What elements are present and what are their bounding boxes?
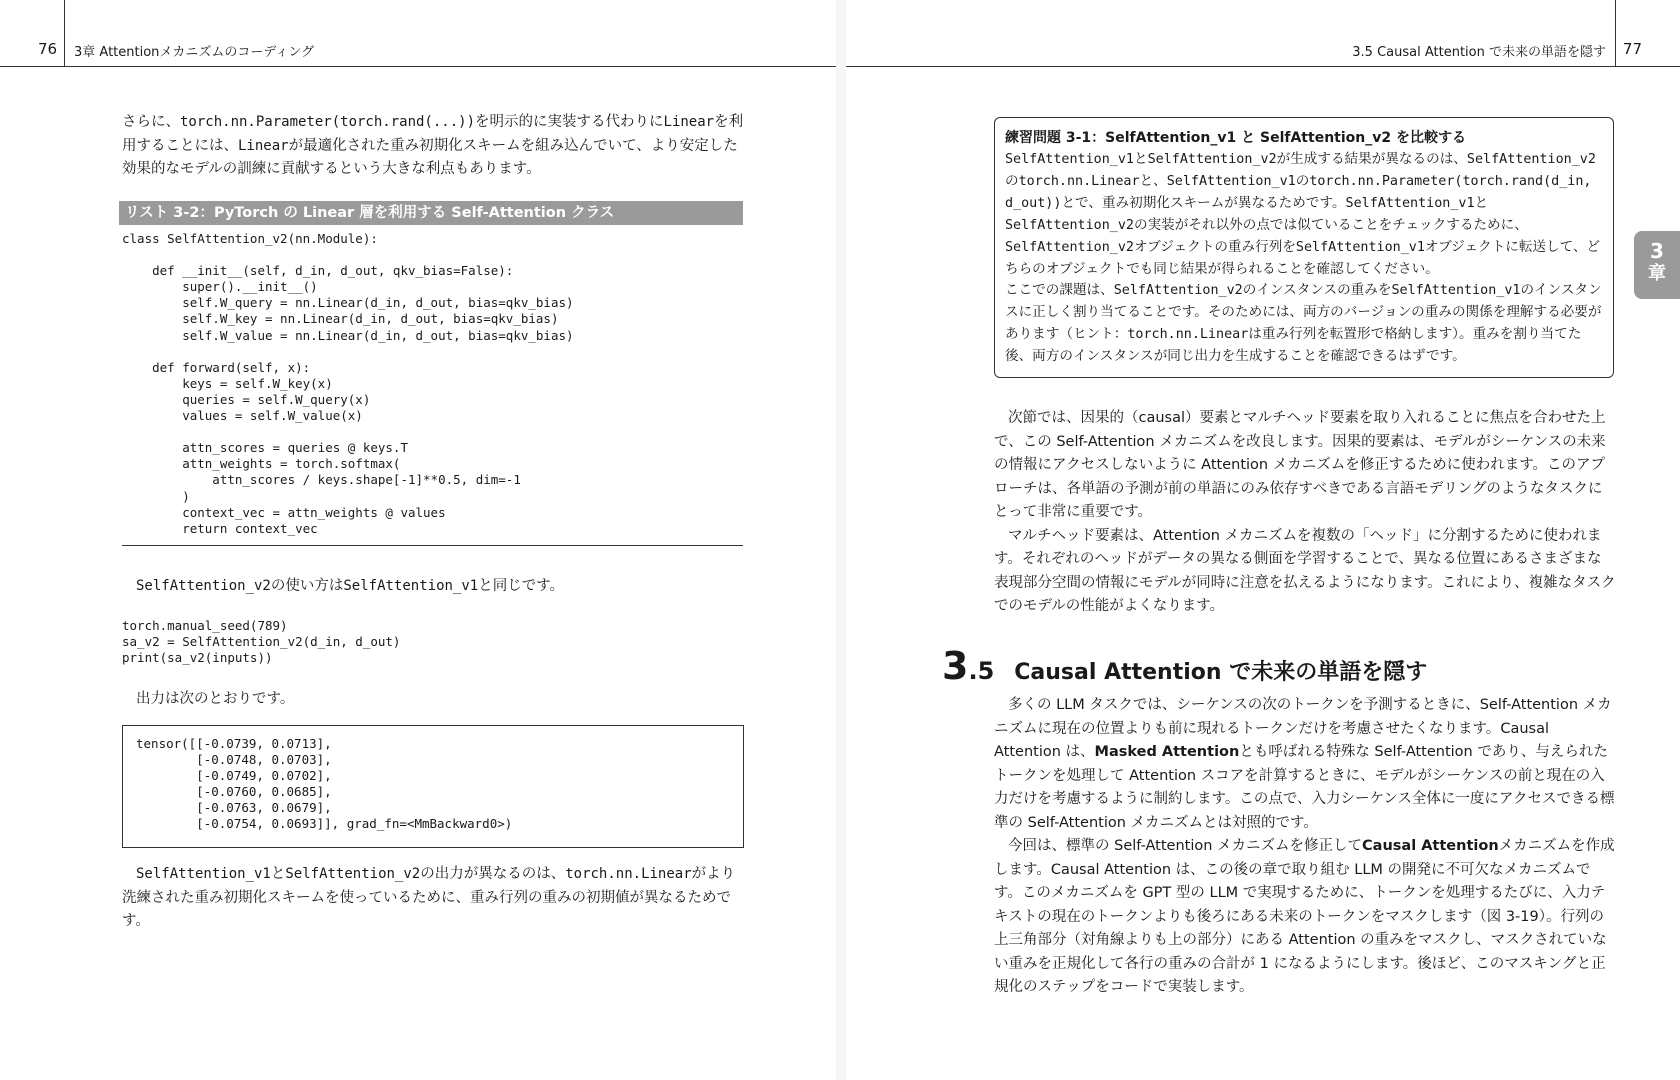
inline-code: SelfAttention_v1 [343, 578, 479, 594]
text-run: と [1474, 194, 1489, 211]
inline-code: SelfAttention_v1 [1295, 239, 1425, 255]
header-divider [64, 0, 65, 66]
exercise-paragraph-1 [1005, 149, 1603, 280]
text-run: 次節では、因果的（causal）要素とマルチヘッド要素を取り入れることに焦点を合わせた上で、この Self-Attention メカニズムを改良します。因果的要素は、モデルがシーケンスの未来の情報にアクセスしないように Attention メカニズムを修正するために使われます。このアプローチは、各単語の予測が前の単語にのみ依存すべきである言語モデリングのようなタスクにとって非常に重要です。 [994, 410, 1606, 520]
chapter-thumb-tab [1634, 231, 1680, 299]
text-run: の [1005, 172, 1019, 189]
text-run: さらに、 [122, 114, 180, 130]
text-run: を利用することには、 [122, 114, 744, 154]
section-heading [942, 644, 1427, 688]
bold-term: Causal Attention [1362, 838, 1499, 854]
page-number-left: 76 [38, 40, 58, 58]
text-run: の実装がそれ以外の点では似ていることをチェックするために、 [1134, 216, 1528, 233]
inline-code: SelfAttention_v1 [1166, 173, 1296, 189]
inline-code: torch.nn.Parameter(torch.rand(...)) [180, 114, 476, 130]
text-run: ここでの課題は、 [1005, 282, 1114, 299]
chapter-tab-label: 章 [1648, 263, 1666, 284]
inline-code: SelfAttention_v2 [136, 578, 271, 594]
intro-paragraph [122, 111, 744, 182]
section-body [994, 694, 1616, 1000]
exercise-paragraph-2 [1005, 280, 1603, 368]
implement-paragraph [994, 835, 1616, 1000]
text-run: のインスタンスの重みを [1242, 282, 1392, 299]
bold-term: Masked Attention [1094, 744, 1240, 760]
listing-code: class SelfAttention_v2(nn.Module): def __init__(self, d_in, d_out, qkv_bias=False): super().__init__() self.W_query = nn.Linear(d_in, d_out, bias=qkv_bias) self.W_key = nn.Linear(d_in, d_out, bias=qkv_bias) self.W_value = nn.Linear(d_in, d_out, bias=qkv_bias) def forward(self, x): keys = self.W_key(x) queries = self.W_query(x) values = self.W_value(x) attn_scores = queries @ keys.T attn_weights = torch.softmax( attn_scores / keys.shape[-1]**0.5, dim=-1 ) context_vec = attn_weights @ values return context_vec [122, 231, 574, 536]
inline-code: SelfAttention_v2 [1005, 239, 1134, 255]
text-run: のインスタンスに正しく割り当てることです。そのためには、両方のバージョンの重みの関係を理解する必要があります（ヒント： [1005, 282, 1602, 343]
inline-code: SelfAttention_v2 [285, 866, 421, 882]
inline-code: SelfAttention_v2 [1005, 217, 1134, 233]
inline-code: torch.nn.Linear [565, 866, 692, 882]
text-run: を明示的に実装する代わりに [475, 114, 664, 130]
text-run: の使い方は [270, 578, 344, 594]
text-run: マルチヘッド要素は、Attention メカニズムを複数の「ヘッド」に分割するために使われます。それぞれのヘッドがデータの異なる側面を学習することで、異なる位置にあるさまざまな表現部分空間の情報にモデルが同時に注意を払えるようになります。これにより、複雑なタスクでのモデルの性能がよくなります。 [994, 527, 1616, 614]
exercise-box [994, 117, 1614, 378]
text-run: オブジェクトの重み行列を [1134, 238, 1296, 255]
intro-paragraphs [994, 407, 1616, 619]
inline-code: SelfAttention_v2 [1113, 283, 1243, 299]
section-title: Causal Attention で未来の単語を隠す [1014, 660, 1428, 685]
text-run: は重み行列を転置形で格納します）。重みを割り当てた後、両方のインスタンスが同じ出力を生成することを確認できるはずです。 [1005, 326, 1582, 365]
inline-code: SelfAttention_v2 [1147, 152, 1277, 167]
chapter-tab-number: 3 [1650, 239, 1664, 263]
text-run: と同じです。 [478, 578, 565, 594]
inline-code: Linear [238, 137, 289, 154]
next-section-paragraph [994, 407, 1616, 525]
inline-code: Linear [663, 114, 715, 130]
closing-paragraph [122, 863, 744, 934]
text-run: と、 [1139, 172, 1167, 189]
text-run: 多くの LLM タスクでは、シーケンスの次のトークンを予測するときに、Self-Attention メカニズムに現在の位置よりも前に現れるトークンだけを考慮させたくなります。Causal Attention は、 [994, 697, 1612, 760]
section-number-major: 3 [942, 644, 969, 688]
causal-paragraph [994, 694, 1616, 835]
section-number-minor: .5 [968, 657, 995, 685]
listing-end-rule [122, 545, 743, 546]
inline-code: SelfAttention_v1 [1391, 283, 1521, 299]
text-run: メカニズムを作成します。Causal Attention は、この後の章で取り組む LLM の開発に不可欠なメカニズムです。このメカニズムを GPT 型の LLM で実現するために、トークンを処理するたびに、入力テキストの現在のトークンよりも後ろにある未来のトークンをマスクします（図 3-19）。行列の上三角部分（対角線よりも上の部分）にある Attention の重みをマスクし、マスクされていない重みを正規化して各行の重みの合計が 1 になるようにします。後ほど、このマスキングと正規化のステップをコードで実装します。 [994, 838, 1615, 995]
page-number-right: 77 [1622, 40, 1642, 58]
output-code: tensor([[-0.0739, 0.0713], [-0.0748, 0.0703], [-0.0749, 0.0702], [-0.0760, 0.0685], [-0.0763, 0.0679], [-0.0754, 0.0693]], grad_fn=<MmBackward0>) [136, 736, 513, 832]
running-section-title: 3.5 Causal Attention で未来の単語を隠す [1352, 45, 1606, 60]
text-run: と [1134, 151, 1148, 167]
text-run: が最適化された重み初期化スキームを組み込んでいて、より安定した効果的なモデルの訓練に貢献するという大きな利点もあります。 [122, 137, 738, 177]
text-run: 今回は、標準の Self-Attention メカニズムを修正して [1008, 838, 1363, 854]
output-box [122, 725, 744, 848]
inline-code: SelfAttention_v1 [136, 866, 271, 882]
output-label: 出力は次のとおりです。 [136, 691, 295, 707]
inline-code: torch.nn.Linear [1018, 173, 1140, 189]
listing-caption: リスト 3-2：PyTorch の Linear 層を利用する Self-Attention クラス [119, 201, 743, 225]
text-run: が生成する結果が異なるのは、 [1276, 151, 1467, 167]
inline-code: SelfAttention_v2 [1466, 152, 1596, 167]
inline-code: torch.nn.Parameter(torch.rand(d_in, d_out)) [1005, 173, 1592, 211]
text-run: オブジェクトに転送して、どちらのオブジェクトでも同じ結果が得られることを確認してください。 [1005, 238, 1601, 277]
text-run: がより洗練された重み初期化スキームを使っているために、重み行列の重みの初期値が異なるためです。 [122, 866, 736, 929]
inline-code: SelfAttention_v1 [1005, 152, 1134, 167]
usage-code: torch.manual_seed(789) sa_v2 = SelfAttention_v2(d_in, d_out) print(sa_v2(inputs)) [122, 618, 401, 666]
text-run: とも呼ばれる特殊な Self-Attention であり、与えられたトークンを処理して Attention スコアを計算するときに、モデルがシーケンスの前と現在の入力だけを考慮するように制約します。この点で、入力シーケンス全体に一度にアクセスできる標準の Self-Attention メカニズムとは対照的です。 [994, 744, 1615, 831]
running-chapter-title: 3章 Attentionメカニズムのコーディング [74, 45, 315, 60]
page-gutter [836, 0, 846, 1080]
inline-code: torch.nn.Linear [1127, 327, 1249, 343]
left-page-header [0, 0, 836, 67]
left-page [0, 0, 836, 1080]
text-run: とで、重み初期化スキームが異なるためです。 [1061, 194, 1346, 211]
right-page-header [846, 0, 1680, 67]
header-divider [1615, 0, 1616, 66]
right-page [846, 0, 1680, 1080]
multihead-paragraph [994, 525, 1616, 619]
exercise-title: 練習問題 3-1：SelfAttention_v1 と SelfAttention_v2 を比較する [1005, 130, 1466, 146]
text-run: の [1295, 172, 1310, 189]
text-run: の出力が異なるのは、 [420, 866, 566, 882]
usage-paragraph [136, 575, 746, 599]
inline-code: SelfAttention_v1 [1345, 195, 1475, 211]
text-run: と [270, 866, 286, 882]
